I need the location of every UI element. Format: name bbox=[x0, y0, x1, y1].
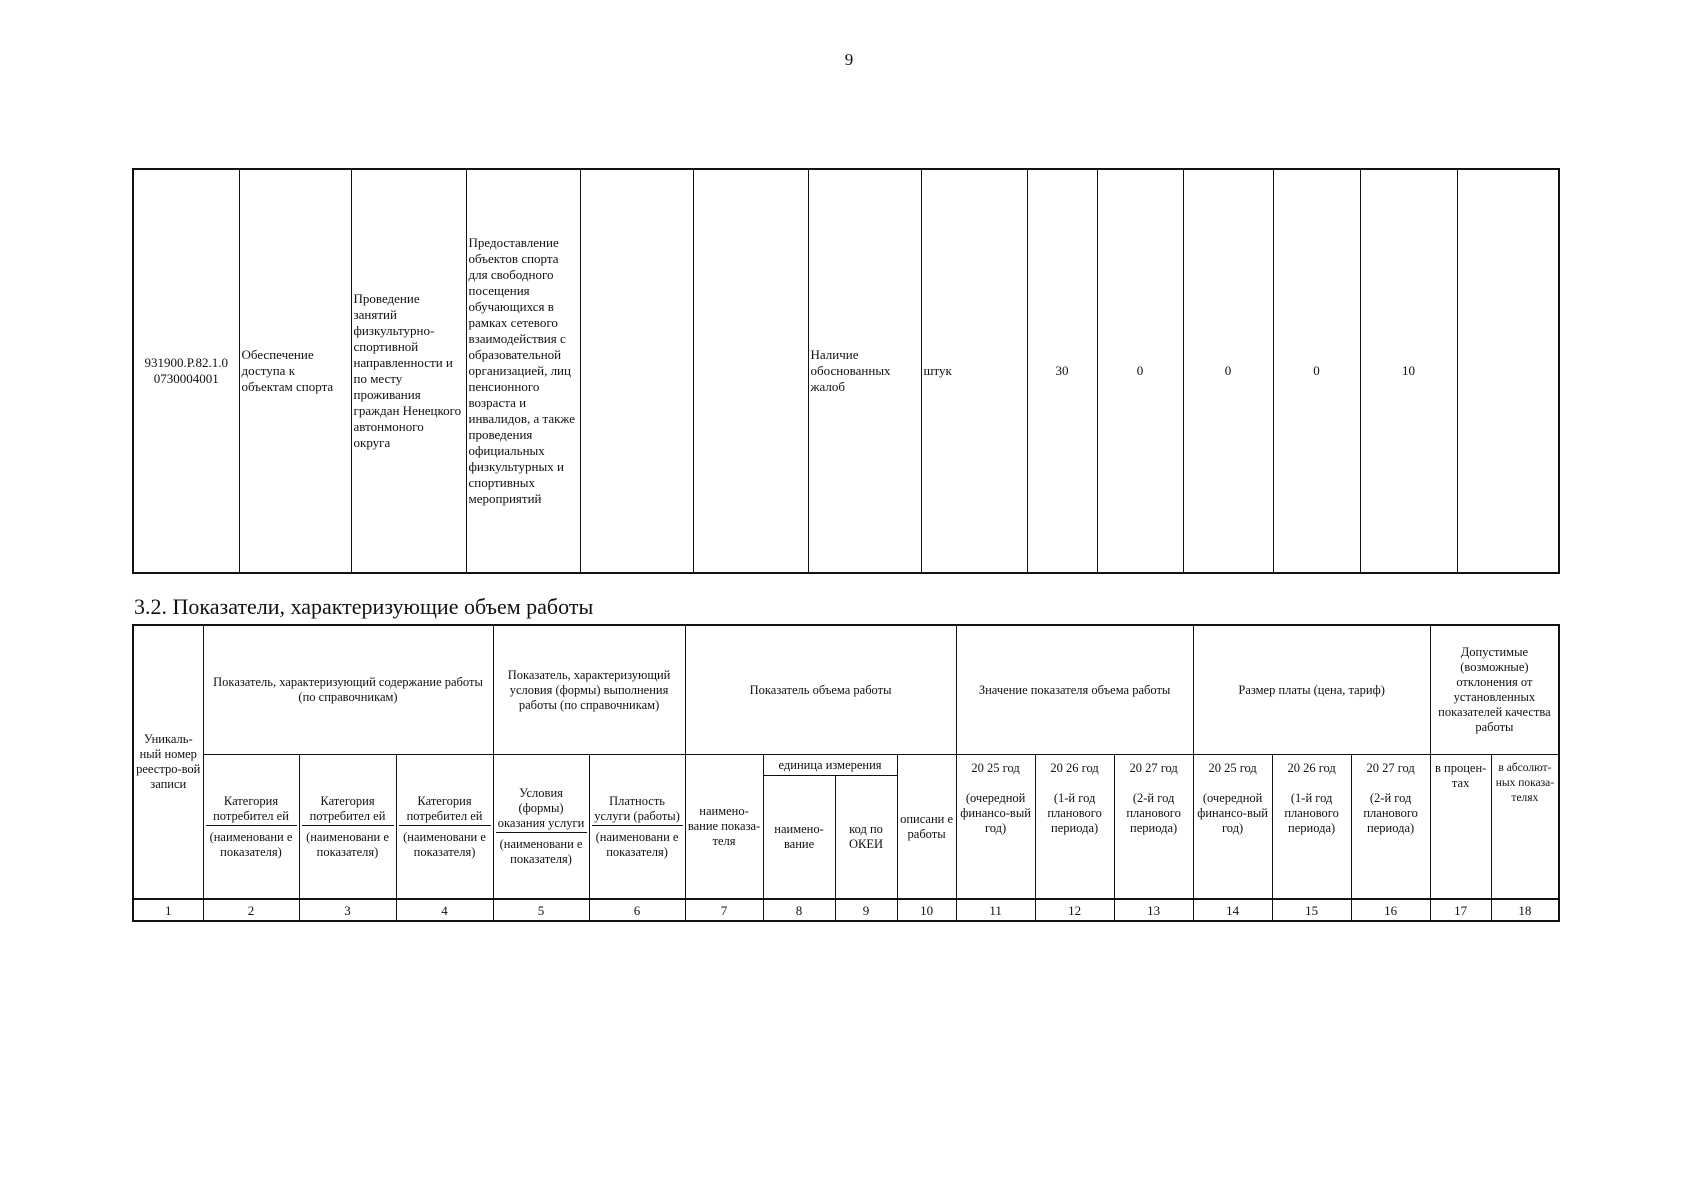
cell-service-content: Обеспечение доступа к объектам спорта bbox=[239, 169, 351, 573]
column-number: 12 bbox=[1035, 899, 1114, 921]
column-number: 1 bbox=[133, 899, 203, 921]
header-fee-2025: 20 25 год (очередной финансо-вый год) bbox=[1193, 755, 1272, 900]
header-category-1: Категория потребител ей (наименовани е показателя) bbox=[203, 755, 299, 900]
column-number: 6 bbox=[589, 899, 685, 921]
column-number: 16 bbox=[1351, 899, 1430, 921]
header-fee-2027: 20 27 год (2-й год планового периода) bbox=[1351, 755, 1430, 900]
header-volume-value: Значение показателя объема работы bbox=[956, 625, 1193, 755]
header-deviation-percent: в процен-тах bbox=[1430, 755, 1491, 900]
cell-empty-6 bbox=[693, 169, 808, 573]
cell-unit: штук bbox=[921, 169, 1027, 573]
header-volume-indicator: Показатель объема работы bbox=[685, 625, 956, 755]
column-number: 4 bbox=[396, 899, 493, 921]
column-number: 15 bbox=[1272, 899, 1351, 921]
header-category-3: Категория потребител ей (наименовани е показателя) bbox=[396, 755, 493, 900]
header-unique-number: Уникаль-ный номер реестро-вой записи bbox=[133, 625, 203, 899]
column-number: 10 bbox=[897, 899, 956, 921]
column-number: 13 bbox=[1114, 899, 1193, 921]
section-title: 3.2. Показатели, характеризующие объем работы bbox=[134, 594, 594, 619]
cell-value-2026: 0 bbox=[1183, 169, 1273, 573]
column-number: 14 bbox=[1193, 899, 1272, 921]
column-number: 2 bbox=[203, 899, 299, 921]
registry-number-cell: 931900.Р.82.1.0 0730004001 bbox=[133, 169, 239, 573]
header-deviation: Допустимые (возможные) отклонения от установленных показателей качества работы bbox=[1430, 625, 1559, 755]
header-service-payment: Платность услуги (работы) (наименовани е показателя) bbox=[589, 755, 685, 900]
header-unit-name: наимено-вание bbox=[763, 776, 835, 900]
table-row bbox=[133, 169, 1559, 573]
cell-okei-code: 30 bbox=[1027, 169, 1097, 573]
header-conditions-indicator: Показатель, характеризующий условия (формы) выполнения работы (по справочникам) bbox=[493, 625, 685, 755]
header-okei-code: код по ОКЕИ bbox=[835, 776, 897, 900]
header-volume-name: наимено-вание показа-теля bbox=[685, 755, 763, 900]
column-number: 7 bbox=[685, 899, 763, 921]
header-fee-2026: 20 26 год (1-й год планового периода) bbox=[1272, 755, 1351, 900]
header-service-conditions: Условия (формы) оказания услуги (наименовани е показателя) bbox=[493, 755, 589, 900]
quality-indicators-table-continued bbox=[132, 168, 1560, 574]
cell-deviation-percent: 10 bbox=[1360, 169, 1457, 573]
column-number: 5 bbox=[493, 899, 589, 921]
column-number: 17 bbox=[1430, 899, 1491, 921]
header-value-2027: 20 27 год (2-й год планового периода) bbox=[1114, 755, 1193, 900]
volume-indicators-table bbox=[132, 624, 1560, 922]
cell-value-2025: 0 bbox=[1097, 169, 1183, 573]
column-number: 9 bbox=[835, 899, 897, 921]
column-numbers-row bbox=[133, 899, 1559, 921]
column-number: 11 bbox=[956, 899, 1035, 921]
header-work-description: описани е работы bbox=[897, 755, 956, 900]
header-value-2026: 20 26 год (1-й год планового периода) bbox=[1035, 755, 1114, 900]
header-row-1 bbox=[133, 625, 1559, 755]
cell-provision-description: Предоставление объектов спорта для свободного посещения обучающихся в рамках сетевого взаимодействия с образовательной организацией, лиц пенсионного возраста и инвалидов, а также проведения официальных физкультурных и спортивных мероприятий bbox=[466, 169, 580, 573]
header-unit: единица измерения bbox=[763, 755, 897, 776]
header-value-2025: 20 25 год (очередной финансо-вый год) bbox=[956, 755, 1035, 900]
header-row-2 bbox=[133, 755, 1559, 776]
header-content-indicator: Показатель, характеризующий содержание работы (по справочникам) bbox=[203, 625, 493, 755]
cell-empty-5 bbox=[580, 169, 693, 573]
page-number: 9 bbox=[844, 50, 854, 69]
cell-activity-description: Проведение занятий физкультурно-спортивной направленности и по месту проживания граждан Ненецкого автонмоного округа bbox=[351, 169, 466, 573]
header-fee: Размер платы (цена, тариф) bbox=[1193, 625, 1430, 755]
cell-value-2027: 0 bbox=[1273, 169, 1360, 573]
column-number: 3 bbox=[299, 899, 396, 921]
header-deviation-absolute: в абсолют-ных показа-телях bbox=[1491, 755, 1559, 900]
cell-deviation-absolute bbox=[1457, 169, 1559, 573]
column-number: 8 bbox=[763, 899, 835, 921]
cell-indicator-name: Наличие обоснованных жалоб bbox=[808, 169, 921, 573]
header-category-2: Категория потребител ей (наименовани е показателя) bbox=[299, 755, 396, 900]
column-number: 18 bbox=[1491, 899, 1559, 921]
